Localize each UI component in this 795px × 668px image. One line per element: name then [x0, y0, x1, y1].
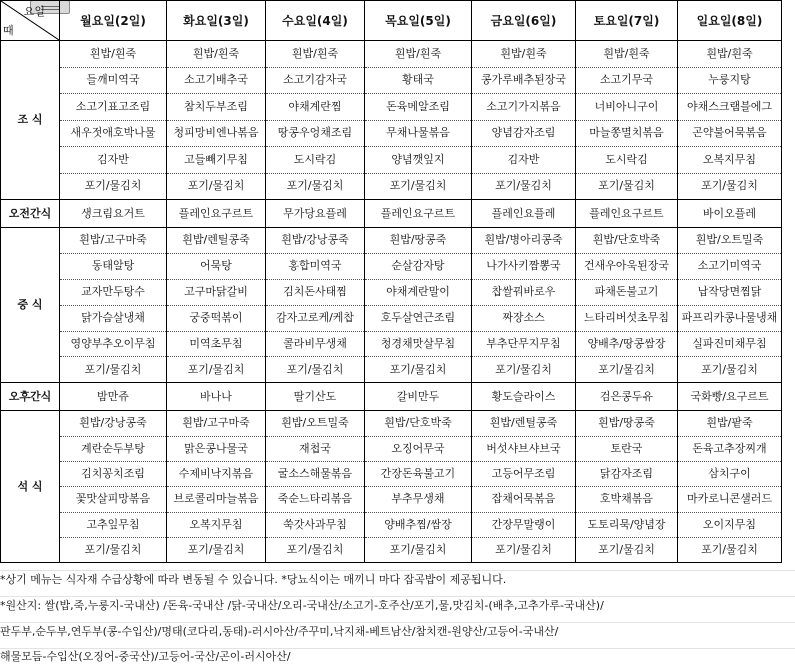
- menu-cell: 포기/물김치: [167, 357, 266, 383]
- menu-cell: 흰밥/고구마죽: [60, 228, 167, 254]
- snack-cell: 플레인요구르트: [365, 200, 472, 228]
- snack-cell: 무가당요플레: [266, 200, 365, 228]
- menu-cell: 흰밥/단호박죽: [576, 228, 678, 254]
- menu-cell: 느타리버섯초무침: [576, 305, 678, 331]
- menu-cell: 부추단무지무침: [472, 331, 576, 357]
- menu-cell: 간장돈육불고기: [365, 461, 472, 486]
- menu-cell: 고등어무조림: [472, 461, 576, 486]
- menu-cell: 돈육메알조림: [365, 94, 472, 121]
- snack-cell: 바이오플레: [678, 200, 782, 228]
- snack-cell: 밤만쥬: [60, 383, 167, 411]
- menu-cell: 소고기감자국: [266, 67, 365, 94]
- lunch-row: [1, 279, 782, 305]
- snack-cell: 플레인요구르트: [167, 200, 266, 228]
- menu-cell: 포기/물김치: [576, 537, 678, 562]
- morning_snack-label: 오전간식: [1, 200, 60, 228]
- lunch-label: 중 식: [1, 228, 60, 383]
- day-header: 화요일(3일): [167, 1, 266, 41]
- menu-cell: 청경채맛살무침: [365, 331, 472, 357]
- corner-time-label: 때: [3, 24, 14, 37]
- menu-cell: 고들빼기무침: [167, 147, 266, 174]
- sheet-gridline: [0, 622, 795, 623]
- menu-cell: 포기/물김치: [678, 173, 782, 200]
- menu-cell: 양배추/땅콩쌈장: [576, 331, 678, 357]
- dinner-row: [1, 537, 782, 562]
- menu-cell: 소고기배추국: [167, 67, 266, 94]
- menu-cell: 쑥갓사과무침: [266, 512, 365, 537]
- menu-cell: 동태알탕: [60, 253, 167, 279]
- lunch-row: [1, 305, 782, 331]
- menu-cell: 호두살연근조림: [365, 305, 472, 331]
- menu-cell: 마늘쫑멸치볶음: [576, 120, 678, 147]
- note-line: 해물모듬-수입산(오징어-중국산)/고등어-국산/곤이-러시아산/: [0, 650, 291, 663]
- menu-cell: 양념깻잎지: [365, 147, 472, 174]
- menu-cell: 포기/물김치: [365, 357, 472, 383]
- menu-cell: 포기/물김치: [266, 537, 365, 562]
- menu-cell: 야채스크램블에그: [678, 94, 782, 121]
- menu-cell: 납작당면찜닭: [678, 279, 782, 305]
- menu-cell: 닭감자조림: [576, 461, 678, 486]
- menu-cell: 짜장소스: [472, 305, 576, 331]
- menu-cell: 마카로니콘샐러드: [678, 487, 782, 512]
- menu-cell: 포기/물김치: [167, 173, 266, 200]
- menu-cell: 건새우아욱된장국: [576, 253, 678, 279]
- menu-cell: 새우젓애호박나물: [60, 120, 167, 147]
- dinner-row: [1, 411, 782, 436]
- menu-cell: 무채나물볶음: [365, 120, 472, 147]
- menu-cell: 맑은콩나물국: [167, 436, 266, 461]
- menu-cell: 포기/물김치: [678, 537, 782, 562]
- menu-cell: 고추잎무침: [60, 512, 167, 537]
- menu-cell: 궁중떡볶이: [167, 305, 266, 331]
- menu-cell: 홍합미역국: [266, 253, 365, 279]
- snack-cell: 국화빵/요구르트: [678, 383, 782, 411]
- menu-cell: 너비아니구이: [576, 94, 678, 121]
- dinner-label: 석 식: [1, 411, 60, 563]
- snack-cell: 바나나: [167, 383, 266, 411]
- menu-cell: 수제비낙지볶음: [167, 461, 266, 486]
- breakfast-row: [1, 173, 782, 200]
- sheet-gridline: [0, 648, 795, 649]
- breakfast-row: [1, 41, 782, 68]
- menu-cell: 흰밥/흰죽: [60, 41, 167, 68]
- menu-cell: 어묵탕: [167, 253, 266, 279]
- afternoon_snack-row: [1, 383, 782, 411]
- menu-cell: 감자고로케/케찹: [266, 305, 365, 331]
- snack-cell: 검은콩두유: [576, 383, 678, 411]
- breakfast-label: 조 식: [1, 41, 60, 200]
- menu-cell: 포기/물김치: [266, 357, 365, 383]
- menu-cell: 순살감자탕: [365, 253, 472, 279]
- menu-cell: 포기/물김치: [472, 537, 576, 562]
- snack-cell: 갈비만두: [365, 383, 472, 411]
- day-header: 수요일(4일): [266, 1, 365, 41]
- menu-cell: 청피망비엔나볶음: [167, 120, 266, 147]
- menu-cell: 소고기가지볶음: [472, 94, 576, 121]
- menu-cell: 황태국: [365, 67, 472, 94]
- note-line: 판두부,순두부,연두부(콩-수입산)/명태(코다리,동태)-러시아산/주꾸미,낙지채-베트남산/참치캔-원양산/고등어-국내산/: [0, 625, 559, 638]
- menu-cell: 재첩국: [266, 436, 365, 461]
- menu-cell: 도시락김: [576, 147, 678, 174]
- menu-cell: 포기/물김치: [266, 173, 365, 200]
- menu-cell: 토란국: [576, 436, 678, 461]
- menu-cell: 양념감자조림: [472, 120, 576, 147]
- menu-cell: 흰밥/고구마죽: [167, 411, 266, 436]
- menu-cell: 나가사키짬뽕국: [472, 253, 576, 279]
- breakfast-row: [1, 67, 782, 94]
- afternoon_snack-label: 오후간식: [1, 383, 60, 411]
- dinner-row: [1, 512, 782, 537]
- menu-cell: 누룽지탕: [678, 67, 782, 94]
- menu-cell: 흰밥/흰죽: [678, 41, 782, 68]
- menu-cell: 흰밥/흰죽: [167, 41, 266, 68]
- menu-cell: 흰밥/강낭콩죽: [60, 411, 167, 436]
- menu-cell: 흰밥/팥죽: [678, 411, 782, 436]
- header-row: [1, 1, 782, 41]
- menu-cell: 포기/물김치: [472, 173, 576, 200]
- menu-cell: 영양부추오이무침: [60, 331, 167, 357]
- menu-cell: 흰밥/렌틸콩죽: [167, 228, 266, 254]
- menu-cell: 포기/물김치: [60, 537, 167, 562]
- menu-cell: 김자반: [60, 147, 167, 174]
- day-header: 금요일(6일): [472, 1, 576, 41]
- dinner-row: [1, 461, 782, 486]
- menu-cell: 콜라비무생채: [266, 331, 365, 357]
- menu-cell: 포기/물김치: [576, 357, 678, 383]
- menu-cell: 포기/물김치: [472, 357, 576, 383]
- menu-cell: 찹쌀꿔바로우: [472, 279, 576, 305]
- menu-cell: 흰밥/땅콩죽: [365, 228, 472, 254]
- menu-cell: 계란순두부탕: [60, 436, 167, 461]
- menu-cell: 파프리카콩나물냉채: [678, 305, 782, 331]
- menu-cell: 버섯샤브샤브국: [472, 436, 576, 461]
- menu-cell: 돈육고추장찌개: [678, 436, 782, 461]
- menu-cell: 야채계란찜: [266, 94, 365, 121]
- menu-cell: 콩가루배추된장국: [472, 67, 576, 94]
- menu-cell: 오복지무침: [167, 512, 266, 537]
- menu-cell: 포기/물김치: [365, 537, 472, 562]
- menu-cell: 흰밥/오트밀죽: [678, 228, 782, 254]
- menu-cell: 고구마닭갈비: [167, 279, 266, 305]
- menu-cell: 김치꽁치조림: [60, 461, 167, 486]
- menu-cell: 포기/물김치: [576, 173, 678, 200]
- menu-cell: 땅콩우엉채조림: [266, 120, 365, 147]
- menu-cell: 소고기미역국: [678, 253, 782, 279]
- note-line: *원산지: 쌀(밥,죽,누룽지-국내산) /돈육-국내산 /닭-국내산/오리-국내산/소고기-호주산/포기,물,맛김치-(배추,고추가루-국내산)/: [0, 599, 604, 612]
- menu-cell: 포기/물김치: [60, 173, 167, 200]
- menu-cell: 포기/물김치: [60, 357, 167, 383]
- menu-cell: 포기/물김치: [365, 173, 472, 200]
- menu-cell: 흰밥/땅콩죽: [576, 411, 678, 436]
- menu-cell: 김자반: [472, 147, 576, 174]
- menu-cell: 흰밥/흰죽: [266, 41, 365, 68]
- dinner-row: [1, 487, 782, 512]
- snack-cell: 플레인요플레: [472, 200, 576, 228]
- menu-cell: 소고기무국: [576, 67, 678, 94]
- menu-cell: 닭가슴살냉채: [60, 305, 167, 331]
- menu-cell: 교자만두탕수: [60, 279, 167, 305]
- snack-cell: 황도슬라이스: [472, 383, 576, 411]
- menu-cell: 죽순느타리볶음: [266, 487, 365, 512]
- day-header: 월요일(2일): [60, 1, 167, 41]
- dinner-row: [1, 436, 782, 461]
- note-line: *상기 메뉴는 식자재 수급상황에 따라 변동될 수 있습니다. *당뇨식이는 매끼니 마다 잡곡밥이 제공됩니다.: [0, 573, 507, 586]
- menu-cell: 포기/물김치: [167, 537, 266, 562]
- menu-cell: 흰밥/병아리콩죽: [472, 228, 576, 254]
- menu-cell: 참치두부조림: [167, 94, 266, 121]
- menu-cell: 굴소스해물볶음: [266, 461, 365, 486]
- breakfast-row: [1, 120, 782, 147]
- menu-cell: 미역초무침: [167, 331, 266, 357]
- day-header: 목요일(5일): [365, 1, 472, 41]
- breakfast-row: [1, 94, 782, 121]
- lunch-row: [1, 331, 782, 357]
- day-header: 토요일(7일): [576, 1, 678, 41]
- menu-cell: 삼치구이: [678, 461, 782, 486]
- menu-cell: 오이지무침: [678, 512, 782, 537]
- menu-cell: 소고기표고조림: [60, 94, 167, 121]
- menu-cell: 포기/물김치: [678, 357, 782, 383]
- menu-cell: 양배추찜/쌈장: [365, 512, 472, 537]
- menu-cell: 흰밥/강낭콩죽: [266, 228, 365, 254]
- sheet-gridline: [0, 596, 795, 597]
- menu-cell: 들깨미역국: [60, 67, 167, 94]
- menu-cell: 흰밥/렌틸콩죽: [472, 411, 576, 436]
- menu-cell: 부추무생채: [365, 487, 472, 512]
- corner-cell: [1, 1, 60, 41]
- corner-day-label: 요일: [23, 5, 45, 18]
- menu-cell: 야채계란말이: [365, 279, 472, 305]
- menu-cell: 흰밥/단호박죽: [365, 411, 472, 436]
- menu-cell: 흰밥/흰죽: [472, 41, 576, 68]
- menu-cell: 흰밥/흰죽: [576, 41, 678, 68]
- lunch-row: [1, 357, 782, 383]
- menu-cell: 도토리묵/양념장: [576, 512, 678, 537]
- morning_snack-row: [1, 200, 782, 228]
- menu-cell: 도시락김: [266, 147, 365, 174]
- menu-cell: 파채돈불고기: [576, 279, 678, 305]
- menu-cell: 오징어무국: [365, 436, 472, 461]
- menu-cell: 김치돈사태찜: [266, 279, 365, 305]
- menu-cell: 브로콜리마늘볶음: [167, 487, 266, 512]
- menu-cell: 곤약불어묵볶음: [678, 120, 782, 147]
- sheet-gridline: [0, 570, 795, 571]
- menu-cell: 꽃맛살피망볶음: [60, 487, 167, 512]
- snack-cell: 플레인요구르트: [576, 200, 678, 228]
- menu-cell: 실파진미채무침: [678, 331, 782, 357]
- snack-cell: 딸기산도: [266, 383, 365, 411]
- snack-cell: 생크림요거트: [60, 200, 167, 228]
- breakfast-row: [1, 147, 782, 174]
- menu-cell: 간장무말랭이: [472, 512, 576, 537]
- menu-cell: 잡채어묵볶음: [472, 487, 576, 512]
- menu-cell: 흰밥/흰죽: [365, 41, 472, 68]
- menu-cell: 흰밥/오트밀죽: [266, 411, 365, 436]
- day-header: 일요일(8일): [678, 1, 782, 41]
- menu-cell: 오복지무침: [678, 147, 782, 174]
- menu-cell: 호박채볶음: [576, 487, 678, 512]
- lunch-row: [1, 228, 782, 254]
- lunch-row: [1, 253, 782, 279]
